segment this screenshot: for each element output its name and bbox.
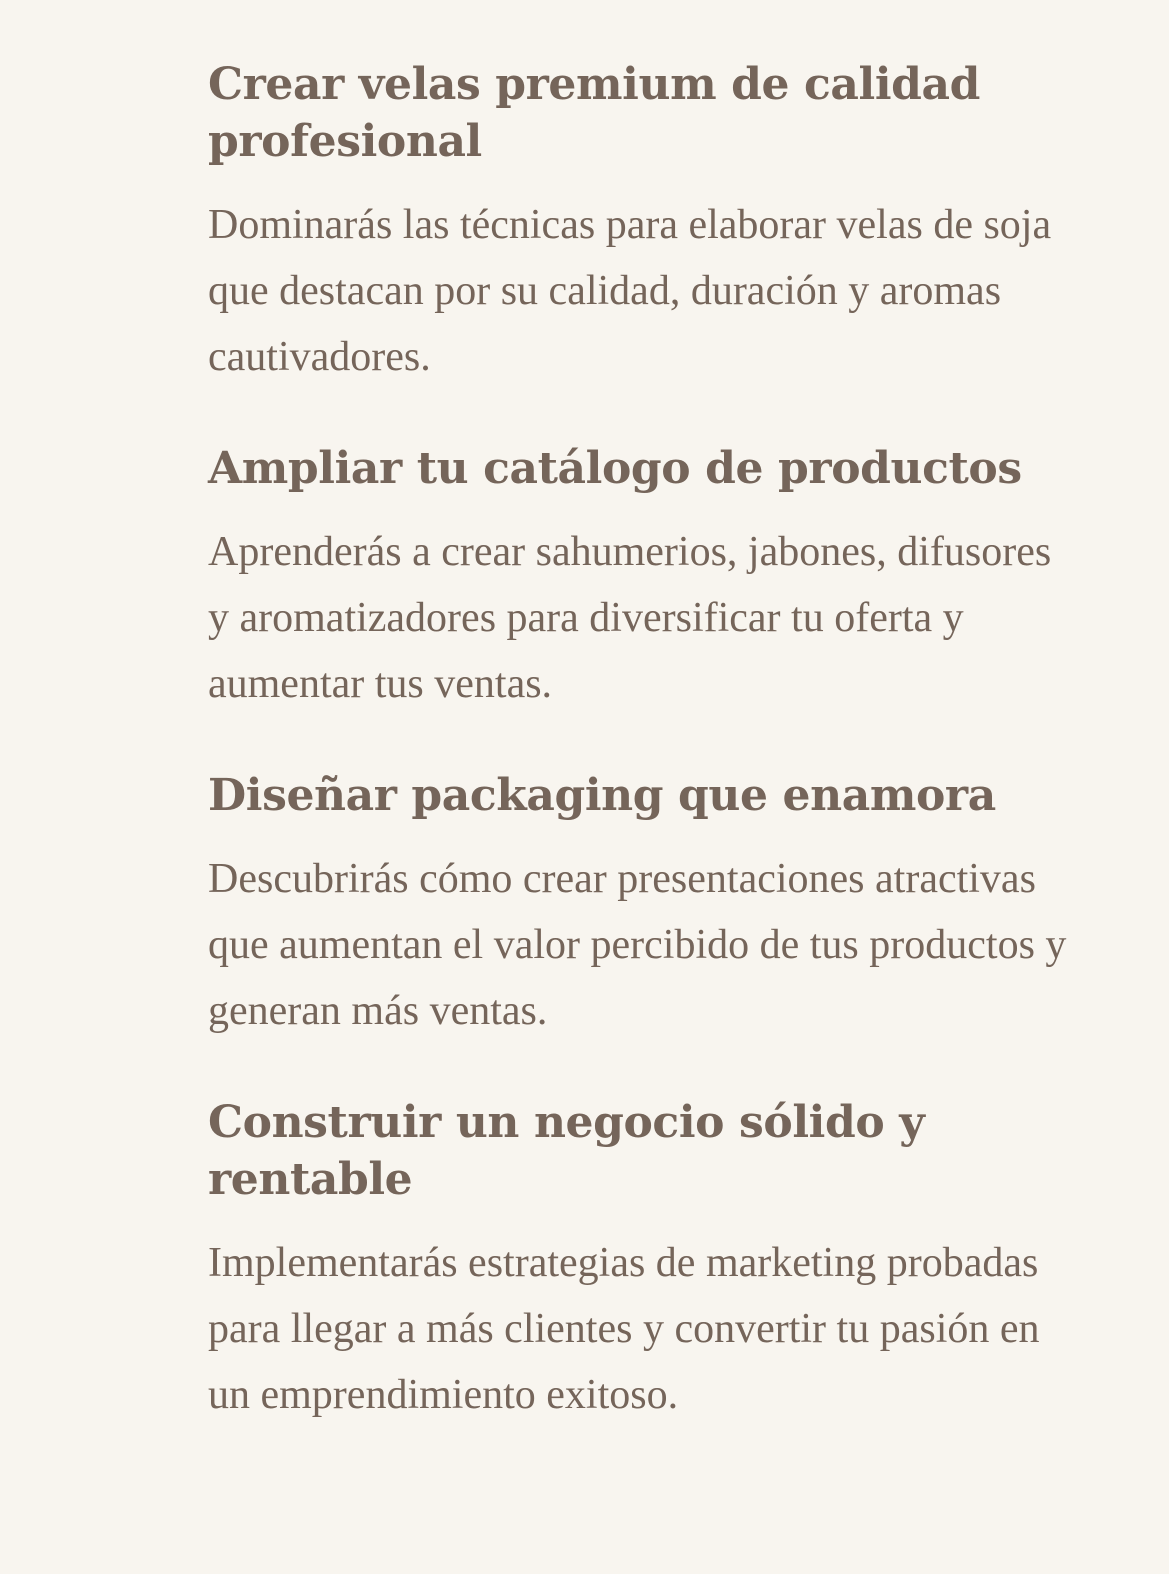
benefit-item-business [208,1094,1108,1428]
benefit-description: Implementarás estrategias de marketing probadas para llegar a más clientes y convertir tu pasión en un emprendimiento exitoso. [208,1240,1040,1418]
benefit-title: Ampliar tu catálogo de productos [208,443,1022,494]
benefit-description: Dominarás las técnicas para elaborar velas de soja que destacan por su calidad, duración y aromas cautivadores. [208,202,1052,380]
benefit-description: Descubrirás cómo crear presentaciones atractivas que aumentan el valor percibido de tus productos y generan más ventas. [208,856,1067,1034]
benefit-title: Construir un negocio sólido y rentable [208,1097,925,1205]
benefit-title: Crear velas premium de calidad profesional [208,59,981,167]
benefit-item-premium-candles [208,56,1108,390]
benefit-item-product-catalog [208,440,1108,717]
benefit-title: Diseñar packaging que enamora [208,770,996,821]
benefit-description: Aprenderás a crear sahumerios, jabones, difusores y aromatizadores para diversificar tu oferta y aumentar tus ventas. [208,529,1052,707]
benefit-item-packaging [208,767,1108,1044]
benefits-section [208,56,1108,1478]
